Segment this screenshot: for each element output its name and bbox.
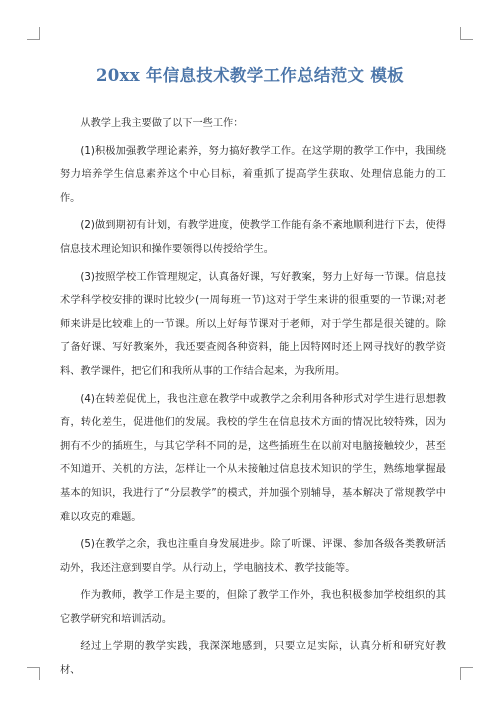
document-body [60, 112, 446, 687]
document-title: 20xx 年信息技术教学工作总结范文 模板 [96, 66, 404, 85]
paragraph-item-1: (1)积极加强教学理论素养，努力搞好教学工作。在这学期的教学工作中，我围绕努力培养学生信息素养这个中心目标，着重抓了提高学生获取、处理信息能力的工作。 [60, 145, 446, 204]
paragraph-item-5: (5)在教学之余，我也注重自身发展进步。除了听课、评课、参加各级各类教研活动外，我还注意到要自学。从行动上，学电脑技术、教学技能等。 [60, 539, 446, 574]
paragraph-teacher-role: 作为教师，教学工作是主要的，但除了教学工作外，我也积极参加学校组织的其它教学研究和培训活动。 [60, 590, 446, 625]
paragraph-item-3: (3)按照学校工作管理规定，认真备好课，写好教案，努力上好每一节课。信息技术学科学校安排的课时比较少(一周每班一节)这对于学生来讲的很重要的一节课;对老师来讲是比较难上的一节课。所以上好每节课对于老师，对于学生都是很关键的。除了备好课、写好教案外，我还要查阅各种资料，能上因特网时还上网寻找好的教学资料、教学课件，把它们和我所从事的工作结合起来，为我所用。 [60, 271, 446, 377]
paragraph-intro: 从教学上我主要做了以下一些工作： [80, 118, 244, 129]
crop-mark-bottom-right [460, 667, 473, 680]
paragraph-item-2: (2)做到期初有计划，有教学进度，使教学工作能有条不紊地顺利进行下去，使得信息技术理论知识和操作要领得以传授给学生。 [60, 220, 446, 255]
crop-mark-top-right [460, 27, 473, 40]
crop-mark-bottom-left [27, 667, 40, 680]
crop-mark-top-left [27, 27, 40, 40]
paragraph-item-4: (4)在转差促优上，我也注意在教学中或教学之余利用各种形式对学生进行思想教育，转化差生，促进他们的发展。我校的学生在信息技术方面的情况比较特殊，因为拥有不少的插班生，与其它学科不同的是，这些插班生在以前对电脑接触较少，甚至不知道开、关机的方法，怎样让一个从未接触过信息技术知识的学生，熟练地掌握最基本的知识，我进行了“分层教学”的模式，并加强个别辅导，基本解决了常规教学中难以攻克的难题。 [60, 393, 446, 523]
paragraph-conclusion: 经过上学期的教学实践，我深深地感到，只要立足实际，认真分析和研究好教材、 [60, 641, 446, 677]
